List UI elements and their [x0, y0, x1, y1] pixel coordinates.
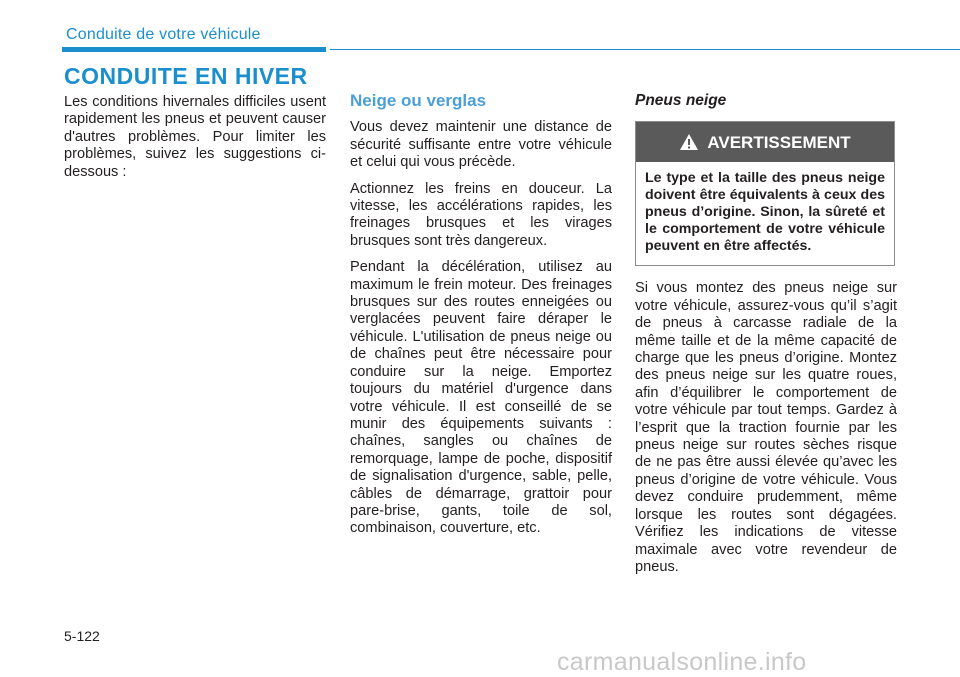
page-number: 5-122	[64, 628, 100, 644]
paragraph: Si vous montez des pneus neige sur votre véhicule, assurez-vous qu’il s’agit de pneus à carcasse radiale de la même taille et de la même capacité de charge que les pneus d’origine. Montez des pneus neige sur les quatre roues, afin d’équilibrer le comportement de votre véhicule par tout temps. Gardez à l’esprit que la traction fournie par les pneus neige sur routes sèches risque de ne pas être aussi élevée qu’avec les pneus d’origine de votre véhicule. Vous devez conduire prudemment, même lorsque les routes sont dégagées. Vérifiez les indications de vitesse maximale avec votre revendeur de pneus.	[635, 280, 897, 575]
section-title: CONDUITE EN HIVER	[64, 63, 308, 89]
intro-paragraph: Les conditions hivernales difficiles usent rapidement les pneus et peuvent causer d'autres problèmes. Pour limiter les problèmes, suivez les suggestions ci-dessous :	[64, 94, 326, 180]
warning-label: AVERTISSEMENT	[707, 132, 851, 152]
chapter-title: Conduite de votre véhicule	[66, 26, 261, 43]
subsection-title-snow-ice: Neige ou verglas	[350, 91, 487, 110]
column-snow-tires	[635, 92, 897, 585]
column-intro	[64, 94, 326, 190]
header-accent-bar	[62, 47, 326, 52]
warning-header	[636, 122, 894, 162]
warning-text: Le type et la taille des pneus neige doivent être équivalents à ceux des pneus d’origine. Sinon, la sûreté et le comportement de votre véhicule peuvent en être affectés.	[645, 170, 885, 255]
paragraph: Pendant la décélération, utilisez au maximum le frein moteur. Des freinages brusques sur des routes enneigées ou verglacées peuvent faire déraper le véhicule. L'utilisation de pneus neige ou de chaînes peut être nécessaire pour conduire sur la neige. Emportez toujours du matériel d'urgence dans votre véhicule. Il est conseillé de se munir des équipements suivants : chaînes, sangles ou chaînes de remorquage, lampe de poche, dispositif de signalisation d'urgence, sable, pelle, câbles de démarrage, grattoir pour pare-brise, gants, toile de sol, combinaison, couverture, etc.	[350, 259, 612, 537]
subsection-title-snow-tires: Pneus neige	[635, 92, 727, 109]
paragraph: Vous devez maintenir une distance de sécurité suffisante entre votre véhicule et celui qui vous précède.	[350, 119, 612, 171]
header-rule	[330, 49, 960, 50]
warning-box	[635, 121, 895, 266]
warning-triangle-icon	[679, 133, 699, 151]
paragraph: Actionnez les freins en douceur. La vitesse, les accélérations rapides, les freinages brusques et les virages brusques sont très dangereux.	[350, 180, 612, 249]
column-snow-ice	[350, 92, 612, 547]
watermark: carmanualsonline.info	[557, 648, 807, 676]
